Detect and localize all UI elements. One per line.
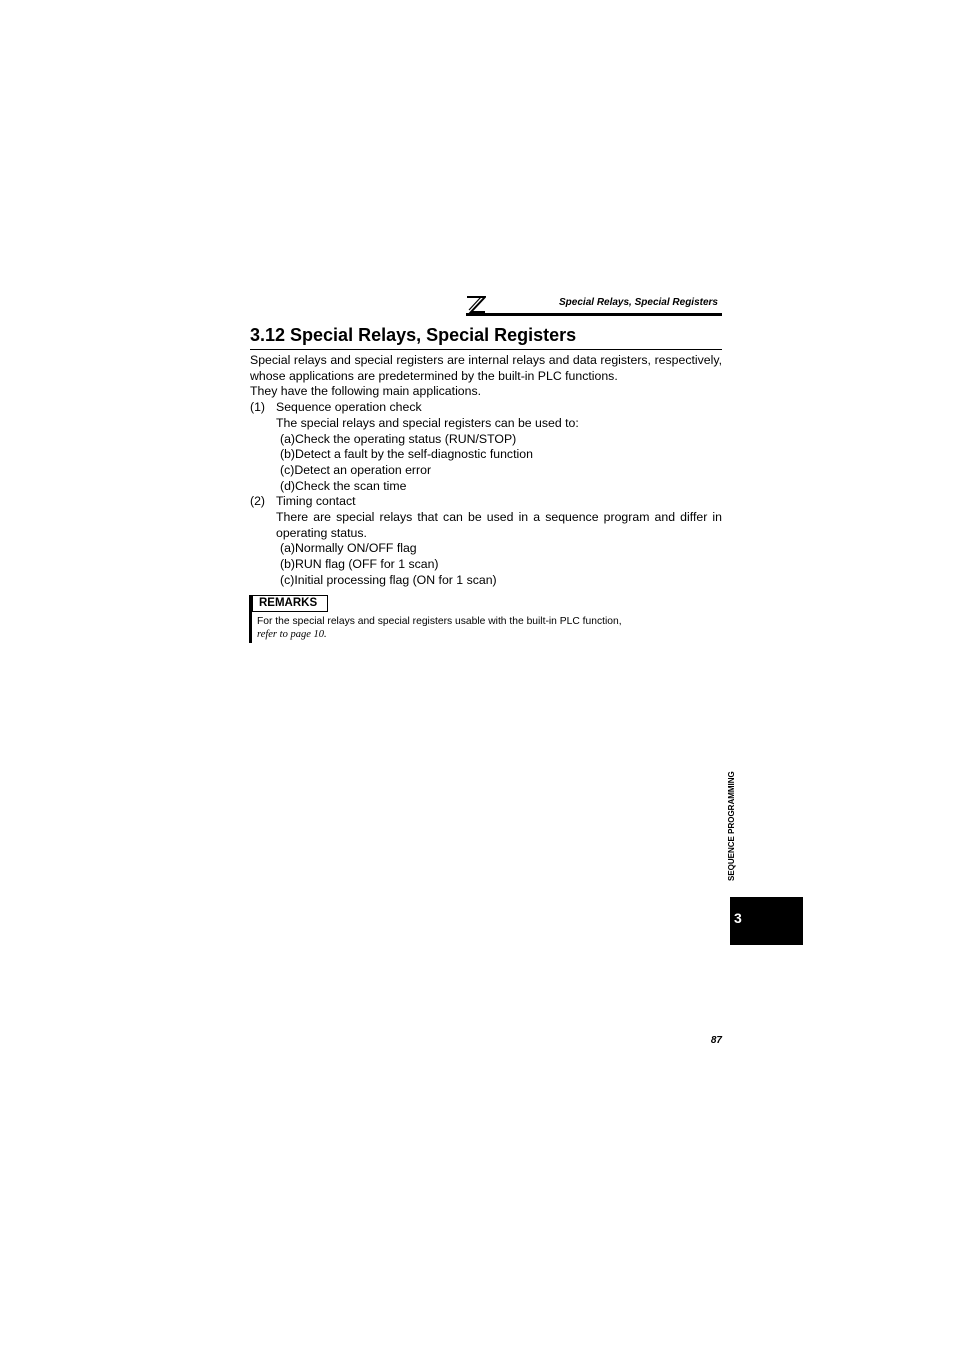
chapter-tab	[730, 897, 803, 945]
remarks-text	[257, 615, 622, 641]
header-rule	[466, 313, 722, 316]
sub-item: (a)Check the operating status (RUN/STOP)	[280, 431, 517, 446]
chapter-side-label: SEQUENCE PROGRAMMING	[727, 771, 736, 881]
list-item-1-heading	[250, 400, 722, 416]
page-number: 87	[710, 1035, 722, 1046]
intro-paragraph: Special relays and special registers are internal relays and data registers, respectively, whose applications are predetermined by the built-in PLC functions.	[250, 353, 722, 383]
intro-paragraph-2: They have the following main applications.	[250, 384, 482, 399]
section-body	[250, 353, 722, 589]
remarks-body: For the special relays and special registers usable with the built-in PLC function,	[257, 616, 622, 627]
sub-item: (b)RUN flag (OFF for 1 scan)	[280, 557, 439, 572]
remarks-label: REMARKS	[252, 595, 328, 612]
list-item-description: There are special relays that can be used in a sequence program and differ in operating status.	[276, 510, 722, 540]
list-item-description: The special relays and special registers can be used to:	[276, 415, 579, 430]
list-item-number: (1)	[250, 400, 266, 415]
title-rule	[250, 349, 722, 350]
sub-item: (c)Detect an operation error	[280, 462, 432, 477]
sub-item: (c)Initial processing flag (ON for 1 scan)	[280, 572, 497, 587]
sub-item: (d)Check the scan time	[280, 478, 407, 493]
sub-item: (b)Detect a fault by the self-diagnostic function	[280, 447, 533, 462]
remarks-reference: refer to page 10.	[257, 629, 327, 640]
running-header: Special Relays, Special Registers	[559, 297, 718, 308]
list-item-title: Sequence operation check	[276, 400, 422, 415]
list-item-title: Timing contact	[276, 494, 356, 509]
z-logo-icon	[466, 296, 486, 314]
list-item-2-heading	[250, 494, 722, 510]
list-item-number: (2)	[250, 494, 266, 509]
sub-item: (a)Normally ON/OFF flag	[280, 541, 417, 556]
section-title: 3.12 Special Relays, Special Registers	[250, 325, 577, 345]
chapter-number: 3	[734, 910, 742, 926]
